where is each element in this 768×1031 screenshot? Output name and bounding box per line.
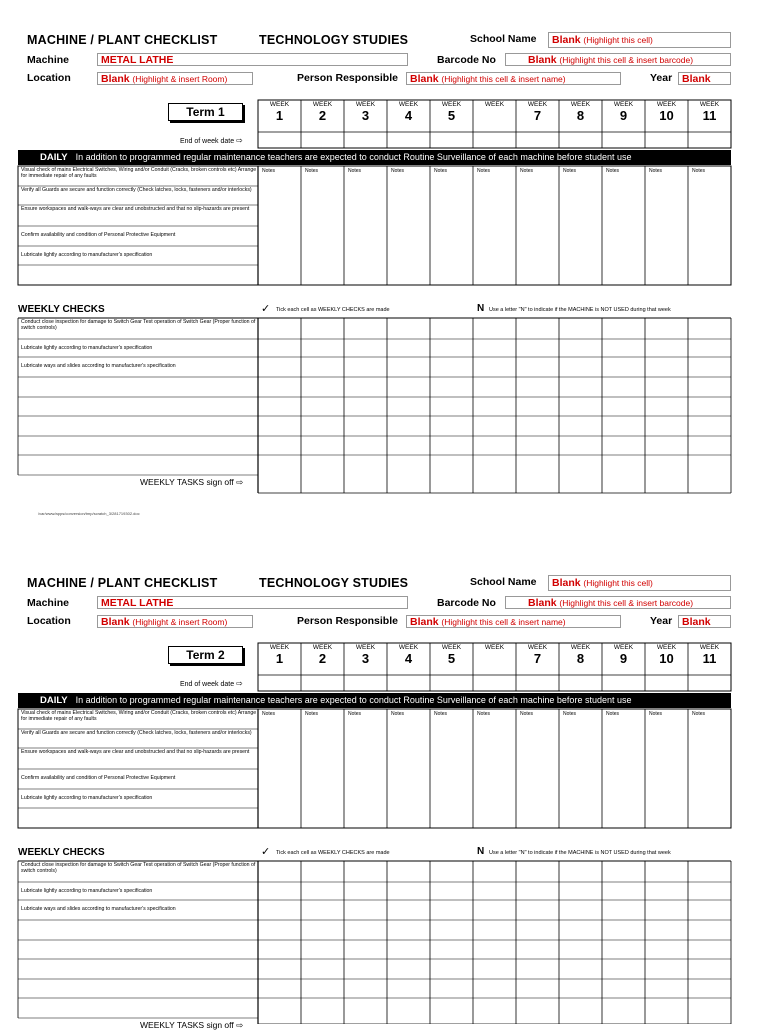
week-header: WEEK 11 [699,101,720,123]
week-header: WEEK 1 [269,101,290,123]
notes-label: Notes [692,168,706,174]
department-title: TECHNOLOGY STUDIES [259,576,409,590]
location-field[interactable]: Blank (Highlight & insert Room) [97,615,253,628]
week-header: WEEK 10 [656,101,677,123]
notes-label: Notes [262,168,276,174]
year-field[interactable]: Blank [678,72,731,85]
school-name-label: School Name [470,33,537,45]
notes-label: Notes [563,168,577,174]
year-label: Year [650,72,673,84]
weekly-task: Lubricate lightly according to manufacturer's specification [21,345,153,351]
end-of-week-date-label: End of week date ⇨ [180,136,243,145]
notes-label: Notes [305,711,319,717]
notes-label: Notes [649,711,663,717]
machine-label: Machine [27,54,70,66]
machine-field[interactable]: METAL LATHE [97,53,408,66]
person-responsible-label: Person Responsible [297,615,398,627]
weekly-checks-title: WEEKLY CHECKS [18,304,105,315]
term-label: Term 2 [168,646,243,664]
week-header: WEEK 3 [355,644,376,666]
notes-label: Notes [434,711,448,717]
weekly-task: Lubricate lightly according to manufacturer's specification [21,888,153,894]
daily-task: Confirm availability and condition of Personal Protective Equipment [21,775,176,781]
weekly-task: Conduct close inspection for damage to Switch Gear Test operation of Switch Gear (Proper function of switch controls) [21,319,256,332]
notes-label: Notes [477,168,491,174]
notes-label: Notes [477,711,491,717]
barcode-field[interactable]: Blank (Highlight this cell & insert barcode) [505,53,731,66]
week-header: WEEK 11 [699,644,720,666]
machine-field[interactable]: METAL LATHE [97,596,408,609]
week-header: WEEK 3 [355,101,376,123]
weekly-signoff-label: WEEKLY TASKS sign off ⇨ [140,477,244,487]
week-header: WEEK [484,644,505,651]
week-header: WEEK 8 [570,101,591,123]
daily-banner: DAILY In addition to programmed regular maintenance teachers are expected to conduct Routine Surveillance of each machine before student use [18,150,731,165]
weekly-task: Lubricate ways and slides according to manufacturer's specification [21,363,176,369]
notes-label: Notes [692,711,706,717]
n-instruction: Use a letter "N" to indicate if the MACHINE is NOT USED during that week [489,850,671,856]
location-label: Location [27,615,71,627]
barcode-label: Barcode No [437,54,496,66]
notes-label: Notes [520,168,534,174]
notes-label: Notes [606,711,620,717]
notes-label: Notes [305,168,319,174]
tick-icon: ✓ [261,303,271,315]
person-responsible-field[interactable]: Blank (Highlight this cell & insert name) [406,72,621,85]
person-responsible-label: Person Responsible [297,72,398,84]
daily-banner: DAILY In addition to programmed regular maintenance teachers are expected to conduct Routine Surveillance of each machine before student use [18,693,731,708]
daily-task: Verify all Guards are secure and function correctly (Check latches, locks, fasteners and/or interlocks) [21,730,252,736]
location-field[interactable]: Blank (Highlight & insert Room) [97,72,253,85]
machine-label: Machine [27,597,70,609]
weekly-task: Conduct close inspection for damage to Switch Gear Test operation of Switch Gear (Proper function of switch controls) [21,862,256,875]
form-title: MACHINE / PLANT CHECKLIST [27,33,218,47]
person-responsible-field[interactable]: Blank (Highlight this cell & insert name) [406,615,621,628]
tick-instruction: Tick each cell as WEEKLY CHECKS are made [276,307,390,313]
notes-label: Notes [606,168,620,174]
notes-label: Notes [391,711,405,717]
notes-label: Notes [520,711,534,717]
week-header: WEEK 2 [312,644,333,666]
barcode-field[interactable]: Blank (Highlight this cell & insert barcode) [505,596,731,609]
school-name-field[interactable]: Blank (Highlight this cell) [548,32,731,48]
year-label: Year [650,615,673,627]
week-header: WEEK 8 [570,644,591,666]
n-marker: N [477,303,485,314]
daily-task: Ensure workspaces and walk-ways are clear and unobstructed and that no slip-hazards are present [21,749,250,755]
tick-icon: ✓ [261,846,271,858]
end-of-week-date-label: End of week date ⇨ [180,679,243,688]
notes-label: Notes [434,168,448,174]
footer-file-path: /var/www/apps/conversion/tmp/scratch_3/281719302.doc [38,511,140,516]
week-header: WEEK 5 [441,644,462,666]
location-label: Location [27,72,71,84]
week-header: WEEK 1 [269,644,290,666]
notes-label: Notes [563,711,577,717]
week-header: WEEK 7 [527,644,548,666]
daily-task: Lubricate lightly according to manufacturer's specification [21,252,153,258]
daily-task: Visual check of mains Electrical Switches, Wiring and/or Conduit (Cracks, broken controls etc) Arrange for immediate repair of any faults [21,167,257,180]
weekly-checks-title: WEEKLY CHECKS [18,847,105,858]
week-header: WEEK 4 [398,644,419,666]
notes-label: Notes [348,168,362,174]
daily-task: Visual check of mains Electrical Switches, Wiring and/or Conduit (Cracks, broken controls etc) Arrange for immediate repair of any faults [21,710,257,723]
week-header: WEEK 9 [613,101,634,123]
week-header: WEEK [484,101,505,108]
daily-task: Lubricate lightly according to manufacturer's specification [21,795,153,801]
notes-label: Notes [649,168,663,174]
weekly-signoff-label: WEEKLY TASKS sign off ⇨ [140,1020,244,1030]
year-field[interactable]: Blank [678,615,731,628]
form-title: MACHINE / PLANT CHECKLIST [27,576,218,590]
week-header: WEEK 4 [398,101,419,123]
week-header: WEEK 7 [527,101,548,123]
term-label: Term 1 [168,103,243,121]
notes-label: Notes [262,711,276,717]
school-name-label: School Name [470,576,537,588]
n-marker: N [477,846,485,857]
notes-label: Notes [391,168,405,174]
department-title: TECHNOLOGY STUDIES [259,33,409,47]
n-instruction: Use a letter "N" to indicate if the MACHINE is NOT USED during that week [489,307,671,313]
week-header: WEEK 9 [613,644,634,666]
school-name-field[interactable]: Blank (Highlight this cell) [548,575,731,591]
weekly-task: Lubricate ways and slides according to manufacturer's specification [21,906,176,912]
week-header: WEEK 2 [312,101,333,123]
week-header: WEEK 5 [441,101,462,123]
daily-task: Confirm availability and condition of Personal Protective Equipment [21,232,176,238]
barcode-label: Barcode No [437,597,496,609]
daily-task: Verify all Guards are secure and function correctly (Check latches, locks, fasteners and/or interlocks) [21,187,252,193]
week-header: WEEK 10 [656,644,677,666]
tick-instruction: Tick each cell as WEEKLY CHECKS are made [276,850,390,856]
notes-label: Notes [348,711,362,717]
daily-task: Ensure workspaces and walk-ways are clear and unobstructed and that no slip-hazards are present [21,206,250,212]
